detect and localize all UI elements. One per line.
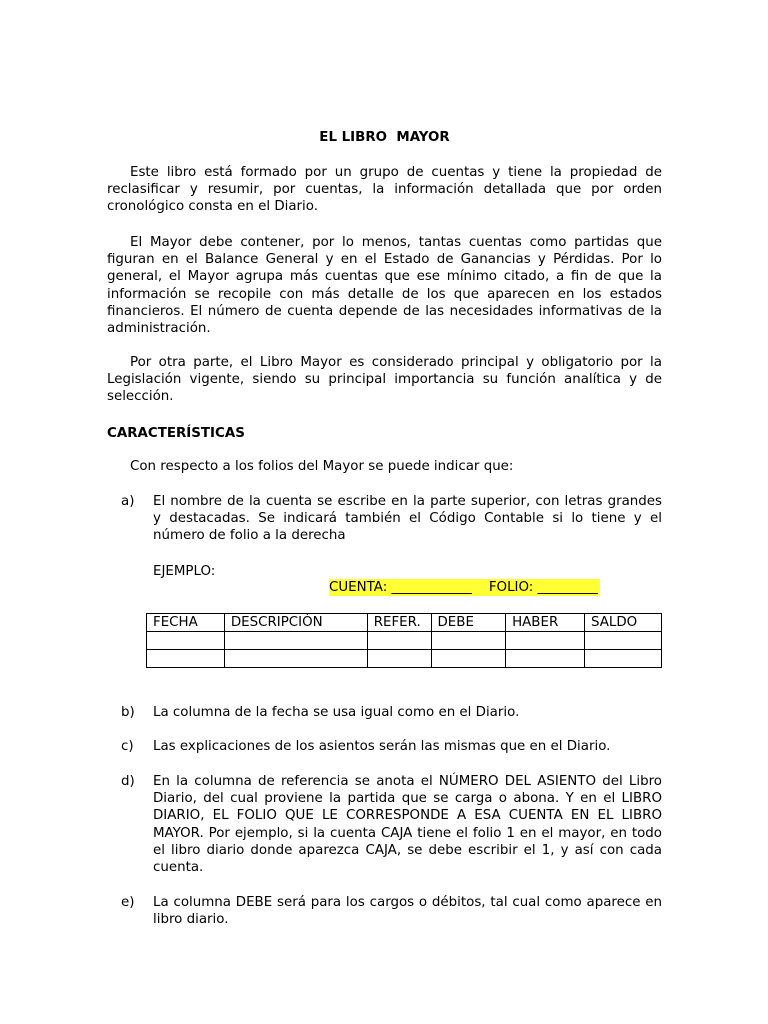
- list-marker: b): [121, 705, 135, 720]
- ledger-table: [146, 613, 662, 668]
- table-cell: [431, 650, 506, 668]
- column-header-fecha: FECHA: [147, 614, 225, 632]
- list-item-text: La columna DEBE será para los cargos o débitos, tal cual como aparece en libro diario.: [153, 895, 662, 928]
- table-cell: [431, 632, 506, 650]
- list-item-text: Las explicaciones de los asientos serán las mismas que en el Diario.: [153, 739, 611, 754]
- list-item-text: La columna de la fecha se usa igual como en el Diario.: [153, 705, 520, 720]
- table-cell: [224, 632, 367, 650]
- column-header-saldo: SALDO: [584, 614, 661, 632]
- table-cell: [506, 650, 585, 668]
- list-item-c: [107, 738, 662, 755]
- page-title: EL LIBRO MAYOR: [319, 130, 450, 145]
- column-header-descripcion: DESCRIPCIÓN: [224, 614, 367, 632]
- paragraph-1: Este libro está formado por un grupo de cuentas y tiene la propiedad de reclasificar y resumir, por cuentas, la información detallada que por orden cronológico consta en el Diario.: [107, 165, 662, 215]
- table-row: [147, 650, 662, 668]
- column-header-refer: REFER.: [367, 614, 431, 632]
- list-item-e: [107, 894, 662, 928]
- column-header-debe: DEBE: [431, 614, 506, 632]
- table-cell: [367, 650, 431, 668]
- list-marker: e): [121, 895, 135, 910]
- example-label: EJEMPLO:: [153, 564, 216, 579]
- account-folio-line: CUENTA: ____________ FOLIO: _________: [329, 580, 598, 595]
- list-marker: d): [121, 774, 135, 789]
- list-item-b: [107, 704, 662, 721]
- list-marker: c): [121, 739, 134, 754]
- paragraph-3: Por otra parte, el Libro Mayor es considerado principal y obligatorio por la Legislación vigente, siendo su principal importancia su función analítica y de selección.: [107, 355, 662, 405]
- table-cell: [506, 632, 585, 650]
- paragraph-2: El Mayor debe contener, por lo menos, tantas cuentas como partidas que figuran en el Balance General y en el Estado de Ganancias y Pérdidas. Por lo general, el Mayor agrupa más cuentas que ese mínimo citado, a fin de que la información se recopile con más detalle de los que aparecen en los estados financieros. El número de cuenta depende de las necesidades informativas de la administración.: [107, 235, 662, 337]
- section-heading: CARACTERÍSTICAS: [107, 426, 245, 441]
- column-header-haber: HABER: [506, 614, 585, 632]
- list-item-a: [107, 493, 662, 545]
- list-marker: a): [121, 494, 135, 509]
- table-row: [147, 632, 662, 650]
- table-cell: [584, 632, 661, 650]
- table-cell: [147, 650, 225, 668]
- table-cell: [147, 632, 225, 650]
- table-cell: [367, 632, 431, 650]
- list-item-d: [107, 773, 662, 876]
- table-cell: [584, 650, 661, 668]
- list-item-text: El nombre de la cuenta se escribe en la parte superior, con letras grandes y destacadas. Se indicará también el Código Contable si lo tiene y el número de folio a la derecha: [153, 494, 662, 544]
- intro-text: Con respecto a los folios del Mayor se puede indicar que:: [130, 459, 514, 474]
- table-header-row: [147, 614, 662, 632]
- list-item-text: En la columna de referencia se anota el NÚMERO DEL ASIENTO del Libro Diario, del cual proviene la partida que se carga o abona. Y en el LIBRO DIARIO, EL FOLIO QUE LE CORRESPONDE A ESA CUENTA EN EL LIBRO MAYOR. Por ejemplo, si la cuenta CAJA tiene el folio 1 en el mayor, en todo el libro diario donde aparezca CAJA, se debe escribir el 1, y así con cada cuenta.: [153, 774, 662, 876]
- table-cell: [224, 650, 367, 668]
